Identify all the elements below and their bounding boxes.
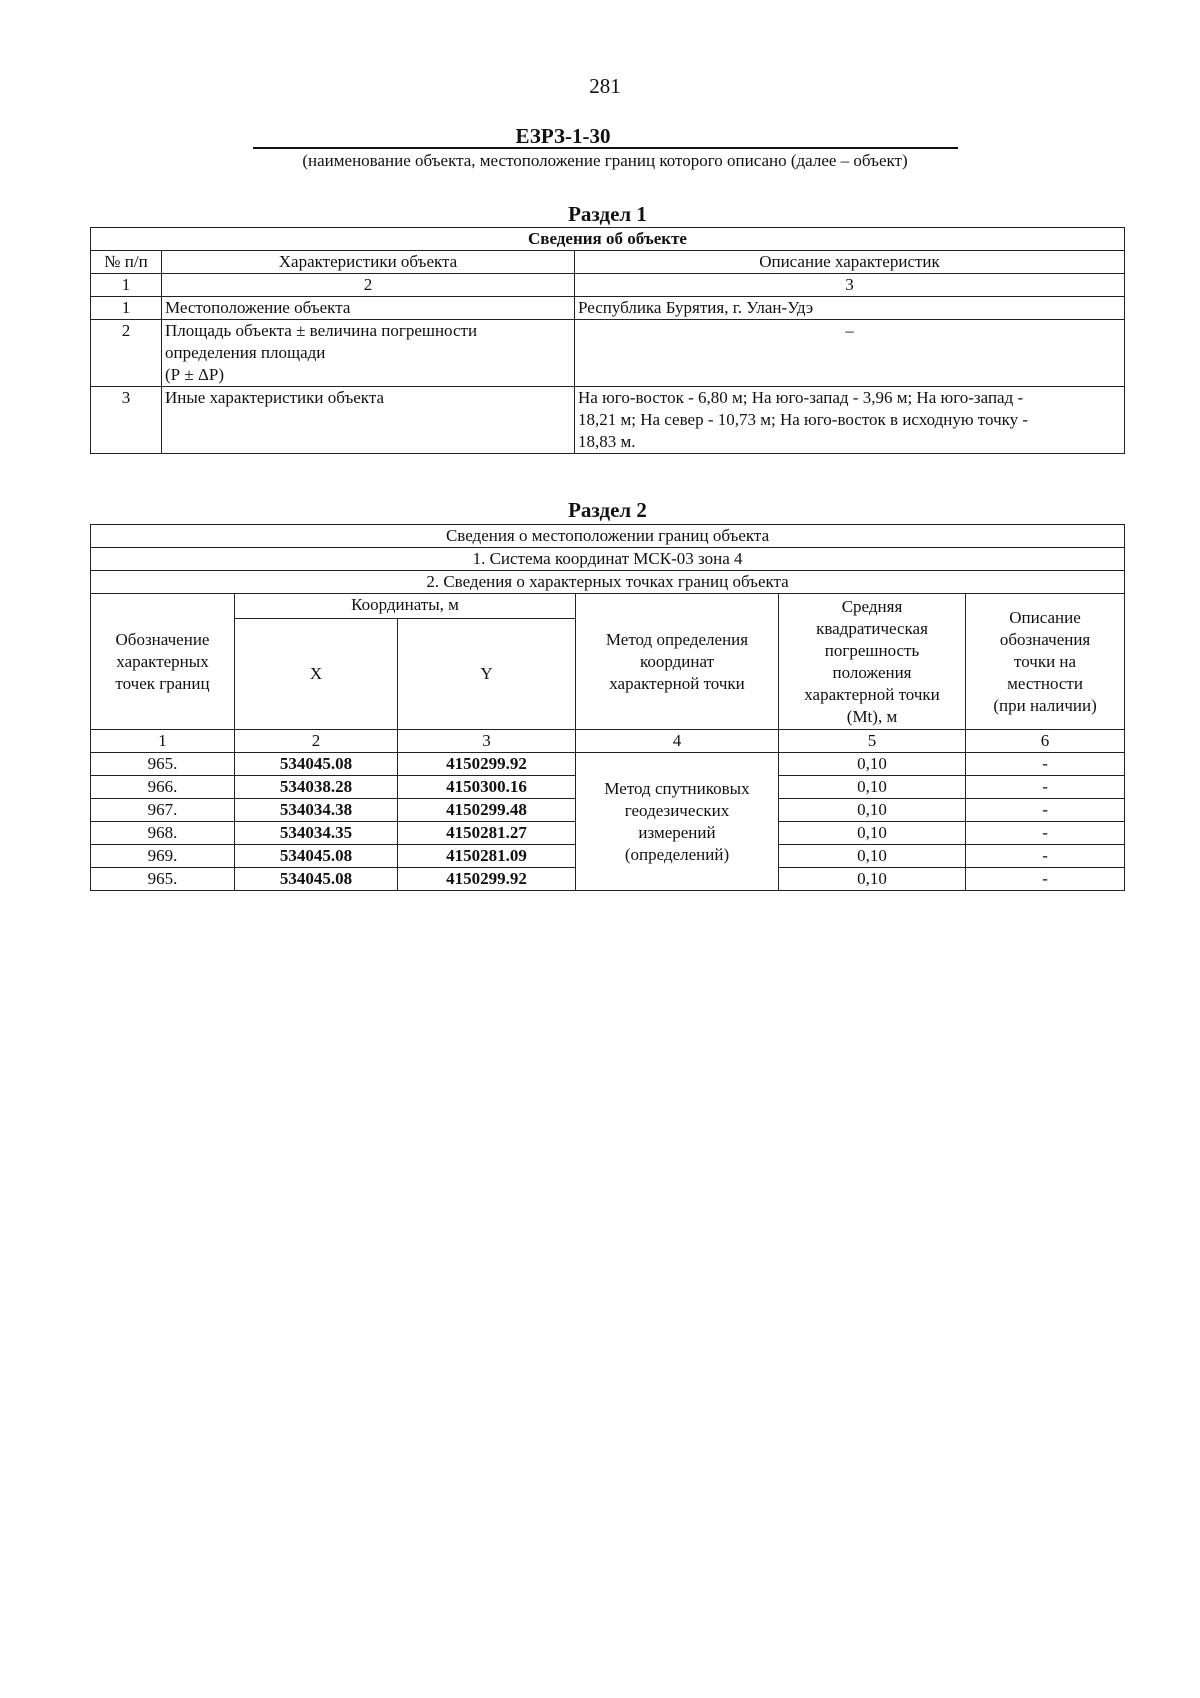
- text-line: Средняя: [841, 596, 903, 616]
- header-method: [576, 594, 779, 730]
- point-x: 534045.08: [235, 868, 398, 891]
- header-cell: № п/п: [91, 251, 162, 274]
- point-id: 965.: [91, 753, 235, 776]
- point-x: 534034.35: [235, 822, 398, 845]
- point-id: 968.: [91, 822, 235, 845]
- text-line: определения площади: [165, 343, 326, 362]
- text-line: точек границ: [115, 673, 210, 693]
- point-x: 534034.38: [235, 799, 398, 822]
- point-mt: 0,10: [779, 776, 966, 799]
- column-number: 1: [91, 730, 235, 753]
- method-cell: [576, 753, 779, 891]
- coordinate-system: 1. Система координат МСК-03 зона 4: [91, 548, 1125, 571]
- object-info-table: [90, 227, 1125, 454]
- table-row: [91, 387, 1125, 454]
- point-mt: 0,10: [779, 753, 966, 776]
- point-mt: 0,10: [779, 868, 966, 891]
- header-error: [779, 594, 966, 730]
- point-y: 4150299.92: [398, 753, 576, 776]
- point-mt: 0,10: [779, 799, 966, 822]
- point-y: 4150281.27: [398, 822, 576, 845]
- text-line: квадратическая: [816, 618, 928, 638]
- characteristic-value: Республика Бурятия, г. Улан-Удэ: [575, 297, 1125, 320]
- header-x: X: [235, 619, 398, 730]
- object-name-line: [253, 125, 958, 149]
- point-mt: 0,10: [779, 845, 966, 868]
- point-description: -: [966, 799, 1125, 822]
- characteristic-name: Иные характеристики объекта: [162, 387, 575, 454]
- text-line: (при наличии): [993, 695, 1097, 715]
- header-coordinates: Координаты, м: [235, 594, 576, 619]
- table-row: [91, 753, 1125, 776]
- text-line: местности: [1007, 673, 1083, 693]
- text-line: Обозначение: [115, 629, 210, 649]
- column-number: 4: [576, 730, 779, 753]
- text-line: точки на: [1014, 651, 1077, 671]
- text-line: характерной точки: [804, 684, 940, 704]
- column-number: 2: [235, 730, 398, 753]
- table-row: [91, 320, 1125, 387]
- text-line: характерных: [116, 651, 209, 671]
- section2-title: Раздел 2: [568, 498, 647, 522]
- text-line: обозначения: [999, 629, 1091, 649]
- text-line: положения: [832, 662, 912, 682]
- text-line: геодезических: [624, 800, 730, 820]
- column-number: 3: [398, 730, 576, 753]
- header-cell: Описание характеристик: [575, 251, 1125, 274]
- text-line: измерений: [638, 822, 716, 842]
- point-id: 966.: [91, 776, 235, 799]
- text-line: Описание: [1009, 607, 1081, 627]
- point-y: 4150281.09: [398, 845, 576, 868]
- text-line: Площадь объекта ± величина погрешности: [165, 321, 478, 340]
- point-description: -: [966, 868, 1125, 891]
- object-info-table-title: Сведения об объекте: [91, 228, 1125, 251]
- text-line: (Mt), м: [846, 706, 898, 726]
- section1-title: Раздел 1: [568, 202, 647, 226]
- characteristic-name: [162, 320, 575, 387]
- row-number: 2: [91, 320, 162, 387]
- text-line: характерной точки: [609, 673, 745, 693]
- boundary-points-table: [90, 524, 1125, 891]
- point-mt: 0,10: [779, 822, 966, 845]
- column-number: 5: [779, 730, 966, 753]
- column-number: 3: [575, 274, 1125, 297]
- point-x: 534045.08: [235, 845, 398, 868]
- point-description: -: [966, 845, 1125, 868]
- point-x: 534045.08: [235, 753, 398, 776]
- header-description: [966, 594, 1125, 730]
- characteristic-value: [575, 387, 1125, 454]
- point-id: 965.: [91, 868, 235, 891]
- text-line: Метод определения: [605, 629, 749, 649]
- row-number: 1: [91, 297, 162, 320]
- point-description: -: [966, 753, 1125, 776]
- header-cell: Характеристики объекта: [162, 251, 575, 274]
- column-number: 6: [966, 730, 1125, 753]
- text-line: (Р ± ΔР): [165, 365, 224, 384]
- text-line: 18,21 м; На север - 10,73 м; На юго-восток в исходную точку -: [578, 410, 1029, 429]
- text-line: (определений): [624, 844, 730, 864]
- text-line: погрешность: [824, 640, 920, 660]
- point-description: -: [966, 822, 1125, 845]
- point-y: 4150299.48: [398, 799, 576, 822]
- point-y: 4150299.92: [398, 868, 576, 891]
- points-subtitle: 2. Сведения о характерных точках границ объекта: [91, 571, 1125, 594]
- characteristic-name: Местоположение объекта: [162, 297, 575, 320]
- point-x: 534038.28: [235, 776, 398, 799]
- table-row: [91, 297, 1125, 320]
- object-caption: (наименование объекта, местоположение границ которого описано (далее – объект): [302, 151, 908, 170]
- point-y: 4150300.16: [398, 776, 576, 799]
- page-number: 281: [589, 74, 621, 98]
- text-line: На юго-восток - 6,80 м; На юго-запад - 3,96 м; На юго-запад -: [578, 388, 1024, 407]
- column-number: 2: [162, 274, 575, 297]
- point-description: -: [966, 776, 1125, 799]
- characteristic-value: –: [575, 320, 1125, 387]
- text-line: Метод спутниковых: [604, 778, 750, 798]
- column-number: 1: [91, 274, 162, 297]
- point-id: 969.: [91, 845, 235, 868]
- object-name: ЕЗРЗ-1-30: [515, 124, 611, 148]
- header-point: [91, 594, 235, 730]
- text-line: 18,83 м.: [578, 432, 636, 451]
- row-number: 3: [91, 387, 162, 454]
- point-id: 967.: [91, 799, 235, 822]
- header-y: Y: [398, 619, 576, 730]
- boundary-table-title: Сведения о местоположении границ объекта: [91, 525, 1125, 548]
- text-line: координат: [639, 651, 715, 671]
